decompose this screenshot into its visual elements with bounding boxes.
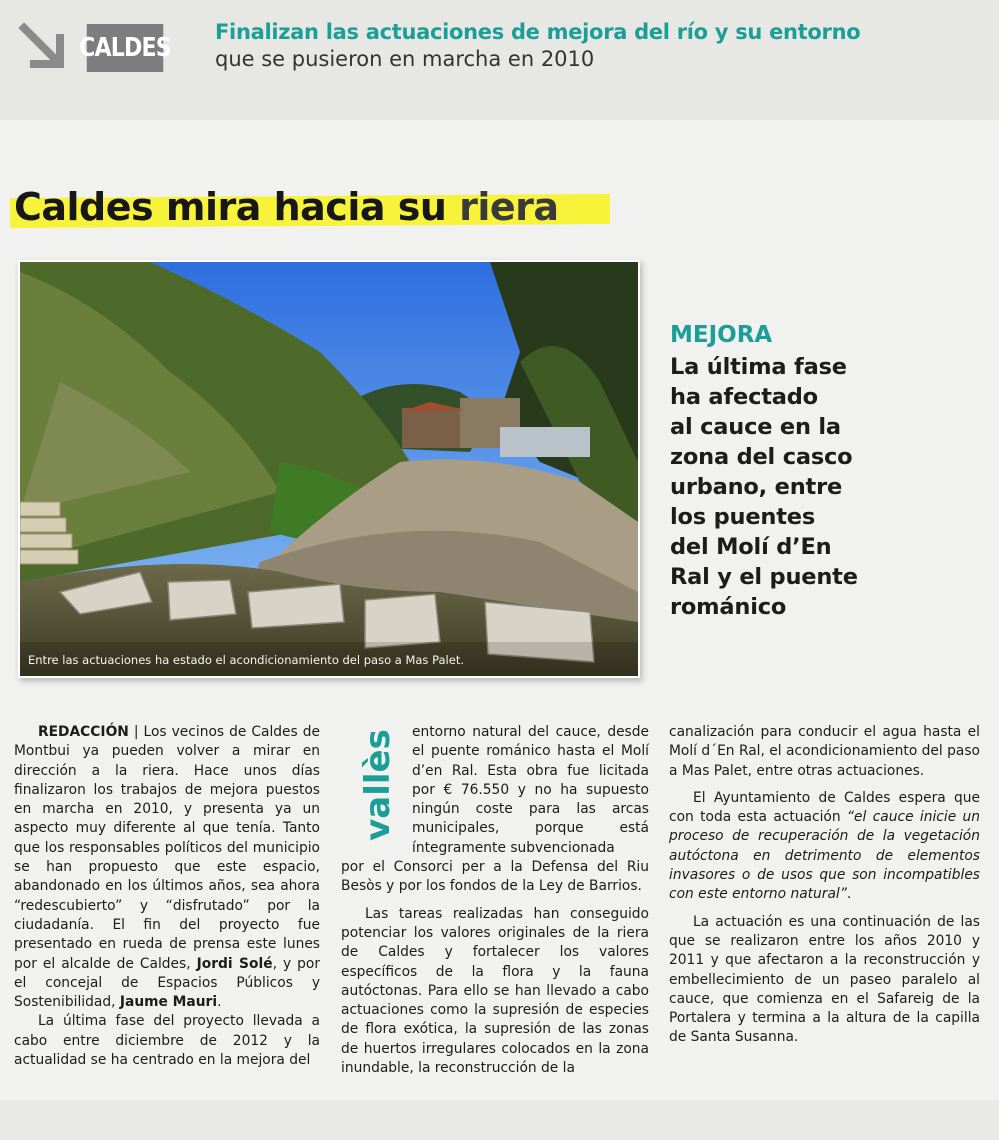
byline: REDACCIÓN [38, 724, 129, 740]
kicker: Finalizan las actuaciones de mejora del río y su entorno [215, 20, 861, 44]
article-paragraph: canalización para conducir el agua hasta el Molí d´En Ral, el acondicionamiento del paso a Mas Palet, entre otras actuaciones. [669, 724, 980, 779]
article-column-3 [669, 723, 980, 1048]
article-paragraph: La actuación es una continuación de las que se realizaron entre los años 2010 y 2011 y que afectaron a la reconstrucción y embellecimiento de un paseo paralelo al cauce, que comienza en el Safareig de la Portalera y termina a la altura de la capilla de Santa Susanna. [669, 913, 980, 1046]
article-text: El Ayuntamiento de Caldes espera que con toda esta actuación [669, 789, 980, 826]
river-photo [20, 262, 638, 676]
article-text: Los vecinos de Caldes de Montbui ya pueden volver a mirar en dirección a la riera. Hace unos días finalizaron los trabajos de mejora puestos en marcha en 2010, y presenta ya un aspecto muy diferente al que tenía. Tanto que los responsables políticos del municipio se han propuesto que este espacio, abandonado en los últimos años, sea ahora “redescubierto” y “disfrutado” por la ciudadanía. El fin del proyecto fue presentado en rueda de prensa este lunes por el alcalde de Caldes, [14, 724, 320, 972]
person-name: Jaume Mauri [119, 994, 218, 1011]
article-quote: “el cauce inicie un proceso de recuperación de la vegetación autóctona en detrimento de elementos invasores o de usos que son incompatibles con este entorno natural” [669, 809, 980, 903]
article-text: . [846, 886, 852, 903]
sidebar-text: La última fase ha afectado al cauce en la zona del casco urbano, entre los puentes del Molí d’En Ral y el puente románico [670, 354, 858, 620]
article-paragraph: REDACCIÓN | Los vecinos de Caldes de Montbui ya pueden volver a mirar en dirección a la riera. Hace unos días finalizaron los trabajos de mejora puestos en marcha en 2010, y presenta ya un aspecto muy diferente al que tenía. Tanto que los responsables políticos del municipio se han propuesto que este espacio, abandonado en los últimos años, sea ahora “redescubierto” y “disfrutado” por la ciudadanía. El fin del proyecto fue presentado en rueda de prensa este lunes por el alcalde de Caldes, Jordi Solé, y por el concejal de Espacios Públicos y Sostenibilidad, Jaume Mauri. [14, 724, 320, 1011]
section-badge: CALDES [87, 24, 164, 72]
kicker-subtitle: que se pusieron en marcha en 2010 [215, 47, 595, 71]
article-text: , y por el concejal de Espacios Públicos y Sostenibilidad, [14, 955, 320, 1011]
headline-part-b: riera [459, 185, 559, 229]
arrow-down-right-icon [16, 20, 68, 72]
article-text: . [217, 994, 222, 1011]
article-column-1 [14, 723, 320, 1070]
article-column-2 [341, 723, 649, 1078]
article-paragraph: La última fase del proyecto llevada a cabo entre diciembre de 2012 y la actualidad se ha centrado en la mejora del [14, 1013, 320, 1069]
headline [14, 185, 559, 229]
article-paragraph [669, 789, 980, 905]
person-name: Jordi Solé [196, 955, 273, 972]
headline-part-a: Caldes mira hacia su [14, 185, 460, 229]
section-vertical-label: vallès [358, 729, 398, 841]
photo-caption: Entre las actuaciones ha estado el acondicionamiento del paso a Mas Palet. [28, 653, 464, 667]
article-paragraph: Las tareas realizadas han conseguido potenciar los valores originales de la riera de Caldes y fortalecer los valores específicos de la flora y la fauna autóctonas. Para ello se han llevado a cabo actuaciones como la supresión de especies de flora exótica, la supresión de las zonas de huertos irregulares colocados en la zona inundable, la reconstrucción de la [341, 905, 649, 1077]
sidebar-label: MEJORA [670, 322, 773, 348]
article-paragraph: por el Consorci per a la Defensa del Riu Besòs y por los fondos de la Ley de Barrios. [341, 859, 649, 895]
article-paragraph: entorno natural del cauce, desde el puente románico hasta el Molí d’en Ral. Esta obra fue licitada por € 76.550 y no ha supuesto ningún coste para las arcas municipales, porque está íntegramente subvencionada [412, 724, 649, 856]
page-bottom-band [0, 1100, 999, 1140]
